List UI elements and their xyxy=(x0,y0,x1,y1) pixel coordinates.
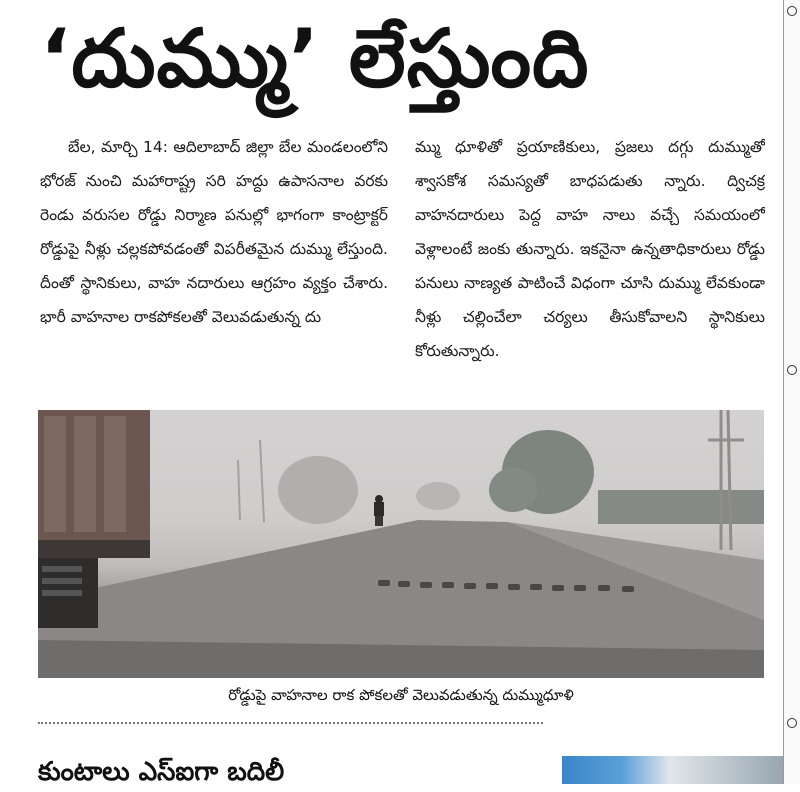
article-headline: ‘దుమ్ము’ లేస్తుంది xyxy=(40,12,590,105)
tree-hazy xyxy=(278,456,358,524)
dusty-road-scene xyxy=(38,410,764,678)
motorbike-rider-icon xyxy=(374,495,384,526)
electric-pole-icon xyxy=(708,410,744,550)
binding-hole-icon xyxy=(787,718,797,728)
binding-hole-icon xyxy=(787,365,797,375)
distant-pole xyxy=(260,440,264,522)
article-body-right-column: మ్ము ధూళితో ప్రయాణికులు, ప్రజలు దగ్గు దుమ్ముతో శ్వాసకోశ సమస్యతో బాధపడుతు న్నారు. ద్విచక్ర వాహనదారులు పెద్ద వాహ నాలు వచ్చే సమయంలో వెళ్లాలంటే జంకు తున్నారు. ఇకనైనా ఉన్నతాధికారులు రోడ్డు పనులు నాణ్యత పాటించే విధంగా చూసి దుమ్ము లేవకుండా నీళ్లు చల్లించేలా చర్యలు తీసుకోవాలని స్థానికులు కోరుతున్నారు. xyxy=(415,138,765,360)
tree-hazy-far xyxy=(416,482,460,510)
binding-hole-icon xyxy=(787,6,797,16)
next-article-headline: కుంటాలు ఎస్ఐగా బదిలీ xyxy=(38,757,285,787)
photo-caption: రోడ్డుపై వాహనాల రాక పోకలతో వెలువడుతున్న దుమ్ముధూళి xyxy=(228,686,574,704)
tree-left-of-large xyxy=(489,468,537,512)
article-photo xyxy=(38,410,764,678)
tree-line-right xyxy=(598,490,764,524)
section-divider xyxy=(38,722,543,724)
next-article-photo xyxy=(562,756,800,784)
article-body-left-column: బేల, మార్చి 14: ఆదిలాబాద్ జిల్లా బేల మండలంలోని భోరజ్ నుంచి మహారాష్ట్ర సరి హద్దు ఉపాసనాల వరకు రెండు వరుసల రోడ్డు నిర్మాణ పనుల్లో భాగంగా కాంట్రాక్టర్ రోడ్డుపై నీళ్లు చల్లకపోవడంతో విపరీతమైన దుమ్ము లేస్తుంది. దీంతో స్థానికులు, వాహ నదారులు ఆగ్రహం వ్యక్తం చేశారు. భారీ వాహనాల రాకపోకలతో వెలువడుతున్న దు xyxy=(40,138,388,326)
page-binding-edge xyxy=(783,0,800,784)
distant-pole xyxy=(238,460,240,520)
